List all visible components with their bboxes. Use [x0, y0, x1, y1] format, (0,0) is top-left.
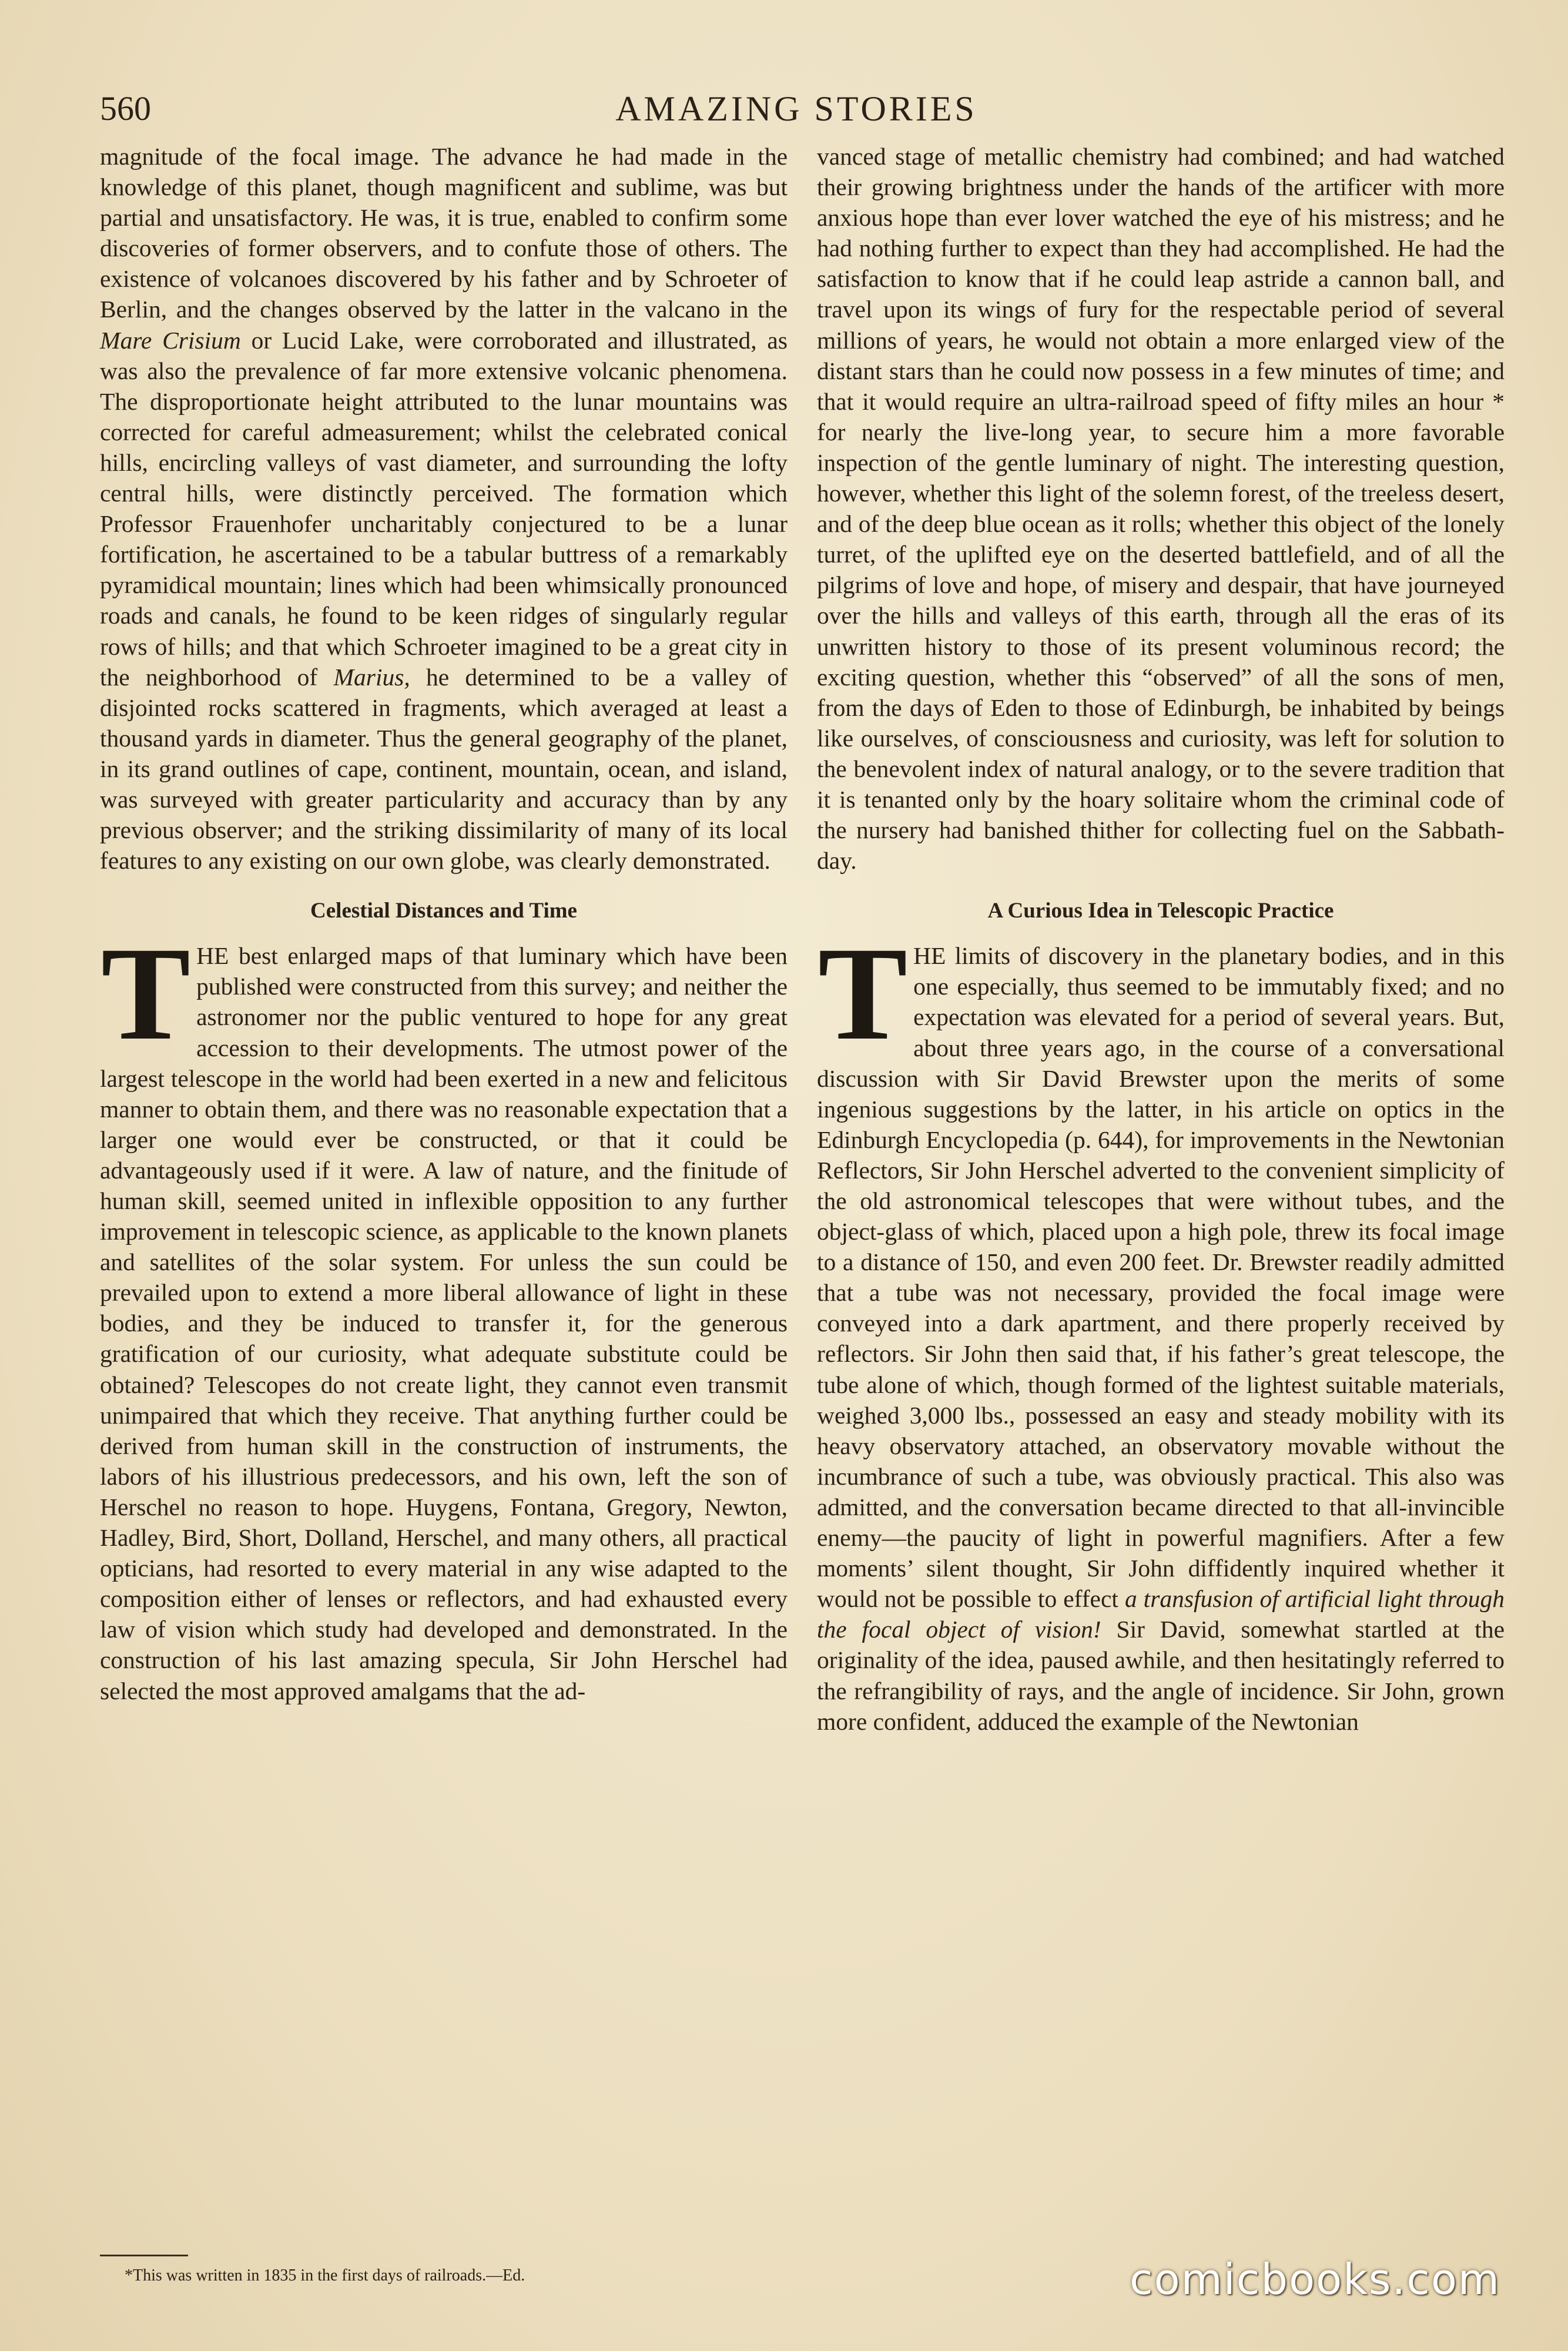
- magazine-title: AMAZING STORIES: [615, 89, 977, 128]
- section-paragraph: THE best enlarged maps of that luminary which have been published were constructed from this survey; and neither the astronomer nor the public ventured to hope for any great accession to their developments. The utmost power of the largest telescope in the world had been exerted in a new and felicitous manner to obtain them, and there was no reasonable expectation that a larger one would ever be constructed, or that it could be advantageously used if it were. A law of nature, and the finitude of human skill, seemed united in inflexible opposition to any further improvement in telescopic science, as applicable to the known planets and satellites of the solar system. For unless the sun could be prevailed upon to extend a more liberal allowance of light in these bodies, and they be induced to transfer it, for the generous gratification of our curiosity, what adequate substitute could be obtained? Telescopes do not create light, they cannot even transmit unimpaired that which they receive. That anything further could be derived from human skill in the construction of instruments, the labors of his illustrious predecessors, and his own, left the son of Herschel no reason to hope. Huygens, Fontana, Gregory, Newton, Hadley, Bird, Short, Dolland, Herschel, and many others, all practical opticians, had resorted to every material in any wise adapted to the composition either of lenses or reflectors, and had exhausted every law of vision which study had developed and demonstrated. In the construction of his last amazing specula, Sir John Herschel had selected the most approved amalgams that the ad-: [100, 920, 788, 1704]
- drop-cap: T: [101, 920, 191, 1069]
- left-column: [100, 141, 788, 1706]
- section-heading: Celestial Distances and Time: [310, 899, 577, 923]
- italic-term: Marius,: [333, 663, 410, 691]
- section-heading: A Curious Idea in Telescopic Practice: [987, 899, 1334, 923]
- page-number: 560: [100, 89, 151, 128]
- footnote-divider: [100, 2255, 188, 2256]
- drop-cap: T: [818, 920, 908, 1069]
- section-paragraph: THE limits of discovery in the planetary bodies, and in this one especially, thus seemed to be immutably fixed; and no expectation was elevated for a period of several years. But, about three years ago, in the course of a conversational discussion with Sir David Brewster upon the merits of some ingenious suggestions by the latter, in his article on optics in the Edinburgh Encyclopedia (p. 644), for improvements in the Newtonian Reflectors, Sir John Herschel adverted to the convenient simplicity of the old astronomical telescopes that were without tubes, and the object-glass of which, placed upon a high pole, threw its focal image to a distance of 150, and even 200 feet. Dr. Brewster readily admitted that a tube was not necessary, provided the focal image were conveyed into a dark apartment, and there properly received by reflectors. Sir John then said that, if his father’s great telescope, the tube alone of which, though formed of the lightest suitable materials, weighed 3,000 lbs., possessed an easy and steady mobility with its heavy observatory attached, an observatory movable without the incumbrance of such a tube, was obviously practical. This also was admitted, and the conversation became directed to that all-invincible enemy—the paucity of light in powerful magnifiers. After a few moments’ silent thought, Sir John diffidently inquired whether it would not be possible to effect a transfusion of artificial light through the focal object of vision! Sir David, somewhat startled at the originality of the idea, paused awhile, and then hesitatingly referred to the refrangibility of rays, and the angle of incidence. Sir John, grown more confident, adduced the example of the Newtonian: [817, 920, 1505, 1735]
- continued-paragraph: vanced stage of metallic chemistry had combined; and had watched their growing brightness under the hands of the artificer with more anxious hope than ever lover watched the eye of his mistress; and he had nothing further to expect than they had accomplished. He had the satisfaction to know that if he could leap astride a cannon ball, and travel upon its wings of fury for the respectable period of several millions of years, he would not obtain a more enlarged view of the distant stars than he could now possess in a few minutes of time; and that it would require an ultra-railroad speed of fifty miles an hour * for nearly the live-long year, to secure him a more favorable inspection of the gentle luminary of night. The interesting question, however, whether this light of the solemn forest, of the treeless desert, and of the deep blue ocean as it rolls; whether this object of the lonely turret, of the uplifted eye on the deserted battlefield, and of all the pilgrims of love and hope, of misery and despair, that have journeyed over the hills and valleys of this earth, through all the eras of its unwritten history to those of its present voluminous record; the exciting question, whether this “observed” of all the sons of men, from the days of Eden to those of Edinburgh, be inhabited by beings like ourselves, of consciousness and curiosity, was left for solution to the benevolent index of natural analogy, or to the severe tradition that it is tenanted only by the hoary solitaire whom the criminal code of the nursery had banished thither for collecting fuel on the Sabbath-day.: [817, 143, 1505, 875]
- continued-paragraph: magnitude of the focal image. The advance he had made in the knowledge of this planet, though magnificent and sublime, was but partial and unsatisfactory. He was, it is true, enabled to confirm some discoveries of former observers, and to confute those of others. The existence of volcanoes discovered by his father and by Schroeter of Berlin, and the changes observed by the latter in the valcano in the Mare Crisium or Lucid Lake, were corroborated and illustrated, as was also the prevalence of far more extensive volcanic phenomena. The disproportionate height attributed to the lunar mountains was corrected for careful admeasurement; whilst the celebrated conical hills, encircling valleys of vast diameter, and surrounding the lofty central hills, were distinctly perceived. The formation which Professor Frauenhofer uncharitably conjectured to be a lunar fortification, he ascertained to be a tabular buttress of a remarkably pyramidical mountain; lines which had been whimsically pronounced roads and canals, he found to be keen ridges of singularly regular rows of hills; and that which Schroeter imagined to be a great city in the neighborhood of Marius, he determined to be a valley of disjointed rocks scattered in fragments, which averaged at least a thousand yards in diameter. Thus the general geography of the planet, in its grand outlines of cape, continent, mountain, ocean, and island, was surveyed with greater particularity and accuracy than by any previous observer; and the striking dissimilarity of many of its local features to any existing on our own globe, was clearly demonstrated.: [100, 143, 788, 875]
- footnote: *This was written in 1835 in the first days of railroads.—Ed.: [125, 2266, 525, 2285]
- page-header: [88, 82, 1505, 135]
- italic-term: Mare Crisium: [100, 326, 241, 354]
- watermark-logo: comicbooks.com: [1130, 2255, 1501, 2304]
- italic-phrase: a transfusion of artificial light through the focal object of vision!: [817, 1585, 1505, 1643]
- right-column: [817, 141, 1505, 1737]
